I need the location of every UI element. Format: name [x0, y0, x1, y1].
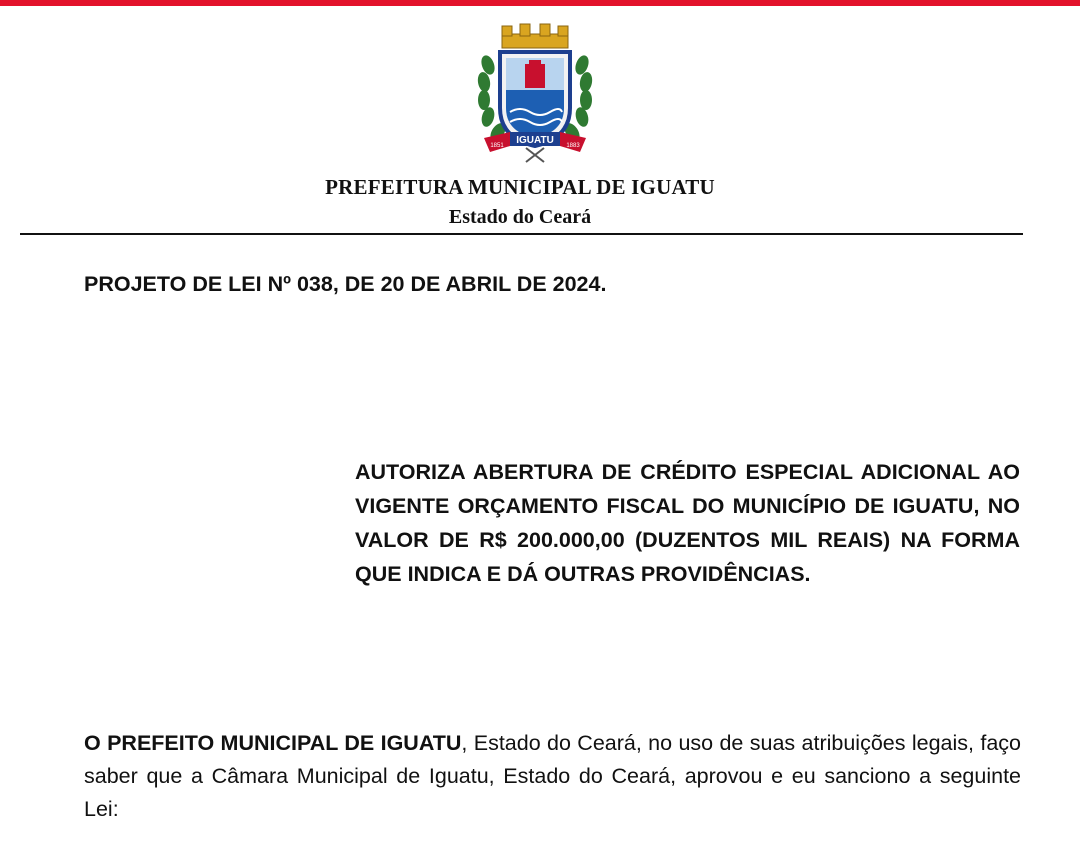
preamble-paragraph [84, 727, 1021, 826]
top-accent-bar [0, 0, 1080, 6]
law-title: PROJETO DE LEI Nº 038, DE 20 DE ABRIL DE 2024. [84, 272, 607, 296]
preamble-bold: O PREFEITO MUNICIPAL DE IGUATU [84, 731, 462, 755]
preamble-rest: , Estado do Ceará, no uso de suas atribuições legais, faço saber que a Câmara Municipal de Iguatu, Estado do Ceará, aprovou e eu sanciono a seguinte Lei: [84, 731, 1021, 821]
svg-text:1883: 1883 [566, 143, 580, 149]
svg-text:IGUATU: IGUATU [516, 135, 554, 146]
coat-of-arms-icon [470, 20, 600, 165]
header-divider [20, 233, 1023, 235]
estado-subtitle: Estado do Ceará [448, 206, 592, 228]
prefeitura-title: PREFEITURA MUNICIPAL DE IGUATU [325, 175, 715, 199]
ementa: AUTORIZA ABERTURA DE CRÉDITO ESPECIAL ADICIONAL AO VIGENTE ORÇAMENTO FISCAL DO MUNICÍPIO DE IGUATU, NO VALOR DE R$ 200.000,00 (DUZENTOS MIL REAIS) NA FORMA QUE INDICA E DÁ OUTRAS PROVIDÊNCIAS. [355, 460, 1020, 586]
svg-text:1851: 1851 [490, 143, 504, 149]
